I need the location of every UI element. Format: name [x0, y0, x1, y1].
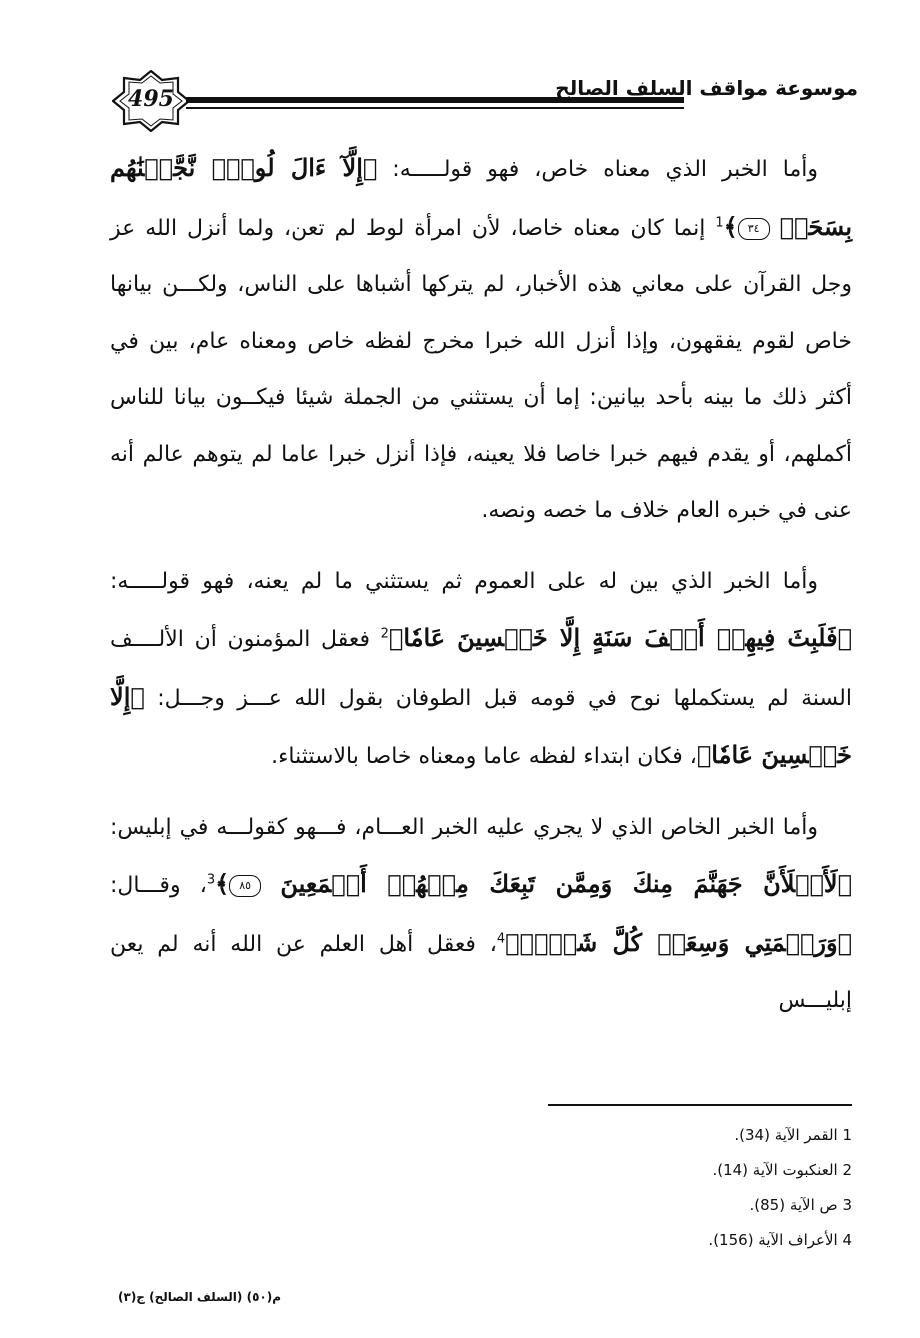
- paragraph-1-text: إنما كان معناه خاصا، لأن امرأة لوط لم تعن، ولما أنزل الله عز وجل القرآن على معاني هذه الأخبار، لم يتركها أشباها على الناس، ولكـــن بيانها خاص لقوم يفقهون، وإذا أنزل الله خبرا مخرج لفظه خاص ومعناه عام، بين في أكثر ذلك ما بينه بأحد بيانين: إما أن يستثني من الجملة شيئا فيكــون بيانا للناس أكملهم، أو يقدم فيهم خبرا خاصا فلا يعينه، فإذا أنزل خبرا عاما لم يتوهم عالم أنه عنى في خبره العام خلاف ما خصه ونصه.: [110, 215, 852, 523]
- footnote-ref-2[interactable]: 2: [380, 626, 389, 642]
- quran-quote-4-close: ﴾: [215, 869, 230, 898]
- quran-quote-2: ﴿فَلَبِثَ فِيهِمۡ أَلۡفَ سَنَةٍ إِلَّا خَمۡسِينَ عَامٗا﴾: [388, 623, 852, 652]
- footnotes: [548, 1118, 852, 1258]
- footnote-ref-1[interactable]: 1: [715, 215, 724, 231]
- main-text: [110, 140, 852, 1030]
- footnote-1: 1 القمر الآية (34).: [734, 1126, 852, 1144]
- footnote-ref-4[interactable]: 4: [496, 931, 506, 947]
- quran-quote-3: ﴿إِلَّا خَمۡسِينَ عَامٗا﴾: [110, 681, 852, 769]
- page-number-badge: [112, 70, 190, 132]
- page-number: 495: [128, 86, 174, 112]
- paragraph-1: [110, 140, 852, 540]
- paragraph-2-intro: وأما الخبر الذي بين له على العموم ثم يستثني ما لم يعنه، فهو قولـــــه:: [110, 568, 818, 594]
- page-signature: م(٥٠) (السلف الصالح) ج(٣): [118, 1290, 281, 1304]
- ayah-number-icon: ٨٥: [229, 875, 261, 897]
- footnote-2: 2 العنكبوت الآية (14).: [712, 1161, 852, 1179]
- paragraph-2: [110, 554, 852, 786]
- quran-quote-5: ﴿وَرَحۡمَتِي وَسِعَتۡ كُلَّ شَيۡءٖ﴾: [505, 927, 852, 957]
- quran-quote-1-close: ﴾: [723, 211, 738, 241]
- ayah-number-icon: ٣٤: [738, 218, 770, 240]
- footnote-ref-3[interactable]: 3: [206, 872, 216, 888]
- footnote-3: 3 ص الآية (85).: [749, 1196, 852, 1214]
- paragraph-3: [110, 800, 852, 1030]
- paragraph-3-end: ، فعقل أهل العلم عن الله أنه لم يعن إبليـــس: [110, 931, 852, 1013]
- quran-quote-1: ﴿إِلَّآ ءَالَ لُوطٍۖ نَّجَّيۡنَٰهُم بِسَحَرٖ: [110, 153, 852, 241]
- paragraph-2-text: فعقل المؤمنون أن الألــــف السنة لم يستكملها نوح في قومه قبل الطوفان بقول الله عـــز وجـــل:: [110, 627, 852, 711]
- paragraph-3-mid: ، وقـــال:: [110, 873, 207, 898]
- running-title: موسوعة مواقف السلف الصالح: [555, 76, 858, 100]
- page-header: [98, 70, 858, 132]
- footnote-separator: [548, 1104, 852, 1106]
- paragraph-2-end: ، فكان ابتداء لفظه عاما ومعناه خاصا بالاستثناء.: [271, 744, 697, 769]
- paragraph-3-intro: وأما الخبر الخاص الذي لا يجري عليه الخبر العـــام، فـــهو كقولـــه في إبليس:: [110, 814, 818, 840]
- footnote-4: 4 الأعراف الآية (156).: [708, 1231, 852, 1249]
- paragraph-1-intro: وأما الخبر الذي معناه خاص، فهو قولـــــه:: [377, 157, 818, 182]
- header-rule-thin: [186, 107, 684, 109]
- quran-quote-4: ﴿لَأَمۡلَأَنَّ جَهَنَّمَ مِنكَ وَمِمَّن تَبِعَكَ مِنۡهُمۡ أَجۡمَعِينَ: [280, 869, 852, 898]
